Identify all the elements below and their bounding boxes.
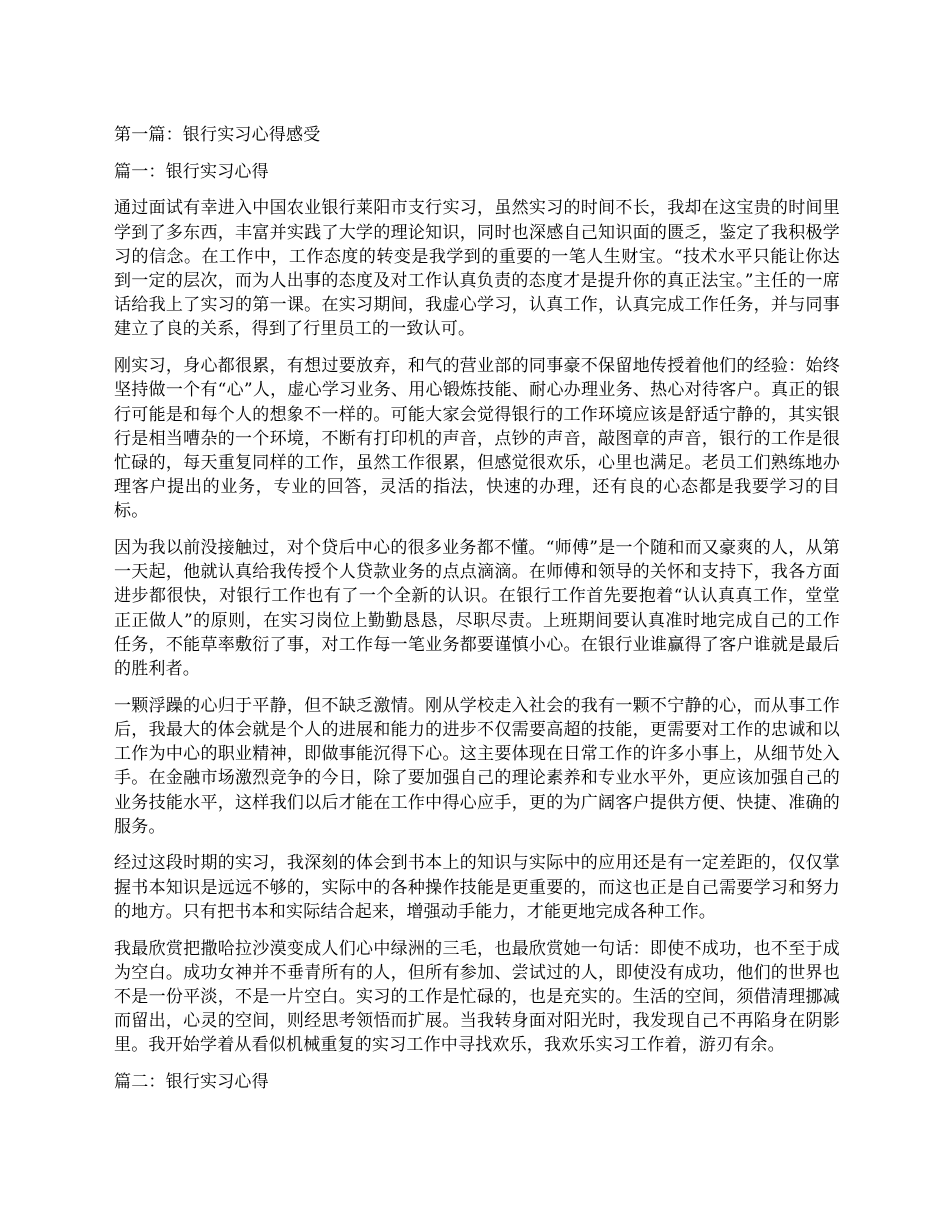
paragraph-1: 通过面试有幸进入中国农业银行莱阳市支行实习，虽然实习的时间不长，我却在这宝贵的时间里学到了多东西，丰富并实践了大学的理论知识，同时也深感自己知识面的匮乏，鉴定了我积极学习的信念。在工作中，工作态度的转变是我学到的重要的一笔人生财宝。“技术水平只能让你达到一定的层次，而为人出事的态度及对工作认真负责的态度才是提升你的真正法宝。”主任的一席话给我上了实习的第一课。在实习期间，我虚心学习，认真工作，认真完成工作任务，并与同事建立了良的关系，得到了行里员工的一致认可。 <box>114 198 840 340</box>
paragraph-6: 我最欣赏把撒哈拉沙漠变成人们心中绿洲的三毛，也最欣赏她一句话：即使不成功，也不至于成为空白。成功女神并不垂青所有的人，但所有参加、尝试过的人，即使没有成功，他们的世界也不是一份平淡，不是一片空白。实习的工作是忙碌的，也是充实的。生活的空间，须借清理挪减而留出，心灵的空间，则经思考领悟而扩展。当我转身面对阳光时，我发现自己不再陷身在阴影里。我开始学着从看似机械重复的实习工作中寻找欢乐，我欢乐实习工作着，游刃有余。 <box>114 938 840 1056</box>
section-heading-1: 篇一：银行实习心得 <box>114 161 269 182</box>
paragraph-2: 刚实习，身心都很累，有想过要放弃，和气的营业部的同事豪不保留地传授着他们的经验：始终坚持做一个有“心”人，虚心学习业务、用心锻炼技能、耐心办理业务、热心对待客户。真正的银行可能是和每个人的想象不一样的。可能大家会觉得银行的工作环境应该是舒适宁静的，其实银行是相当嘈杂的一个环境，不断有打印机的声音，点钞的声音，敲图章的声音，银行的工作是很忙碌的，每天重复同样的工作，虽然工作很累，但感觉很欢乐，心里也满足。老员工们熟练地办理客户提出的业务，专业的回答，灵活的指法，快速的办理，还有良的心态都是我要学习的目标。 <box>114 356 840 522</box>
paragraph-3: 因为我以前没接触过，对个贷后中心的很多业务都不懂。“师傅”是一个随和而又豪爽的人，从第一天起，他就认真给我传授个人贷款业务的点点滴滴。在师傅和领导的关怀和支持下，我各方面进步都很快，对银行工作也有了一个全新的认识。在银行工作首先要抱着“认认真真工作，堂堂正正做人”的原则，在实习岗位上勤勤恳恳，尽职尽责。上班期间要认真准时地完成自己的工作任务，不能草率敷衍了事，对工作每一笔业务都要谨慎小心。在银行业谁赢得了客户谁就是最后的胜利者。 <box>114 538 840 680</box>
paragraph-5: 经过这段时期的实习，我深刻的体会到书本上的知识与实际中的应用还是有一定差距的，仅仅掌握书本知识是远远不够的，实际中的各种操作技能是更重要的，而这也正是自己需要学习和努力的地方。只有把书本和实际结合起来，增强动手能力，才能更地完成各种工作。 <box>114 853 840 922</box>
document-page <box>114 123 840 1107</box>
section-heading-2: 篇二：银行实习心得 <box>114 1072 269 1093</box>
document-title: 第一篇：银行实习心得感受 <box>114 125 321 145</box>
paragraph-4: 一颗浮躁的心归于平静，但不缺乏激情。刚从学校走入社会的我有一颗不宁静的心，而从事工作后，我最大的体会就是个人的进展和能力的进步不仅需要高超的技能，更需要对工作的忠诚和以工作为中心的职业精神，即做事能沉得下心。这主要体现在日常工作的许多小事上，从细节处入手。在金融市场激烈竞争的今日，除了要加强自己的理论素养和专业水平外，更应该加强自己的业务技能水平，这样我们以后才能在工作中得心应手，更的为广阔客户提供方便、快捷、准确的服务。 <box>114 695 840 837</box>
